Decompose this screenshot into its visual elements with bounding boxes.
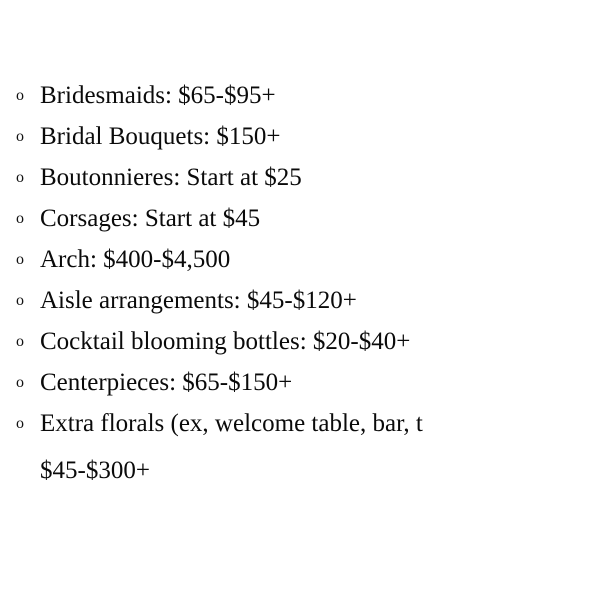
- list-item: [0, 80, 600, 111]
- bullet-icon: o: [16, 251, 24, 268]
- list-item: [0, 367, 600, 398]
- list-item: [0, 285, 600, 316]
- bullet-icon: o: [16, 333, 24, 350]
- list-item-label: Bridal Bouquets: $150+: [40, 123, 281, 150]
- list-item: [0, 203, 600, 234]
- bullet-icon: o: [16, 415, 24, 432]
- bullet-icon: o: [16, 210, 24, 227]
- list-item-label: Corsages: Start at $45: [40, 205, 261, 232]
- bullet-icon: o: [16, 128, 24, 145]
- list-item: [0, 326, 600, 357]
- list-item-label: Extra florals (ex, welcome table, bar, t: [40, 410, 423, 437]
- list-item-label: Boutonnieres: Start at $25: [40, 164, 302, 191]
- bullet-icon: o: [16, 87, 24, 104]
- bullet-icon: o: [16, 374, 24, 391]
- bullet-icon: o: [16, 292, 24, 309]
- list-item-label: Cocktail blooming bottles: $20-$40+: [40, 328, 411, 355]
- list-item-label: Aisle arrangements: $45-$120+: [40, 287, 357, 314]
- pricing-list: [0, 80, 600, 439]
- list-item: [0, 121, 600, 152]
- list-item: [0, 408, 600, 439]
- list-item-label: Bridesmaids: $65-$95+: [40, 82, 276, 109]
- list-item-label: Arch: $400-$4,500: [40, 246, 231, 273]
- list-item: [0, 244, 600, 275]
- bullet-icon: o: [16, 169, 24, 186]
- list-item-label: Centerpieces: $65-$150+: [40, 369, 293, 396]
- list-item: [0, 162, 600, 193]
- list-item-continuation: $45-$300+: [40, 457, 150, 484]
